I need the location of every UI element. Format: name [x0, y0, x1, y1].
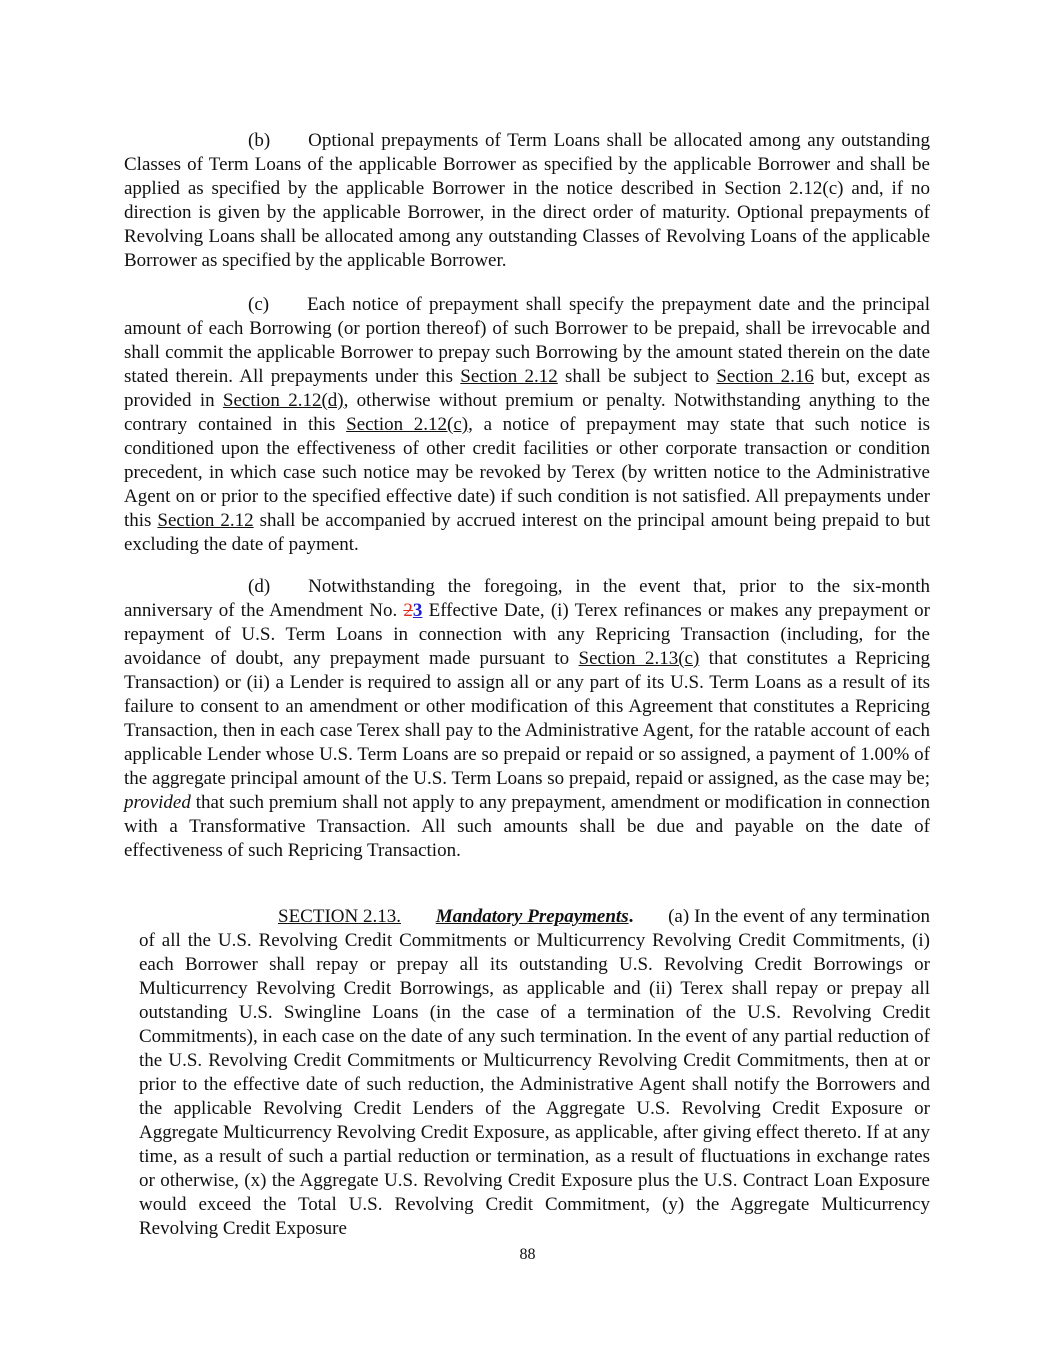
section-reference: Section 2.16 — [716, 366, 814, 387]
section-2-13-text: In the event of any termination of all the U.S. Revolving Credit Commitments or Multicurrency Revolving Credit Commitments, (i) each Borrower shall repay or prepay all its outstanding U.S. Revolving Credit Borrowings or Multicurrency Revolving Credit Borrowings, as applicable and (ii) Terex shall repay or prepay all outstanding U.S. Swingline Loans (in the case of a termination of the U.S. Revolving Credit Commitments), in each case on the date of any such termination. In the event of any partial reduction of the U.S. Revolving Credit Commitments or Multicurrency Revolving Credit Commitments, then at or prior to the effective date of such reduction, the Administrative Agent shall notify the Borrowers and the applicable Revolving Credit Lenders of the Aggregate U.S. Revolving Credit Exposure or Aggregate Multicurrency Revolving Credit Exposure, as applicable, after giving effect thereto. If at any time, as a result of such a partial reduction or termination, as a result of fluctuations in exchange rates or otherwise, (x) the Aggregate U.S. Revolving Credit Exposure plus the U.S. Contract Loan Exposure would exceed the Total U.S. Revolving Credit Commitment, (y) the Aggregate Multicurrency Revolving Credit Exposure — [139, 906, 931, 1239]
inserted-text: 3 — [412, 600, 423, 621]
provided-term: provided — [124, 792, 191, 813]
section-reference: Section 2.12 — [157, 510, 254, 531]
paragraph-d-marker: (d) — [248, 576, 271, 597]
section-2-13: SECTION 2.13. Mandatory Prepayments. (a) In the event of any termination of all the U.S. Revolving Credit Commitments or Multicurrency Revolving Credit Commitments, (i) each Borrower shall repay or prepay all its outstanding U.S. Revolving Credit Borrowings or Multicurrency Revolving Credit Borrowings, as applicable and (ii) Terex shall repay or prepay all outstanding U.S. Swingline Loans (in the case of a termination of the U.S. Revolving Credit Commitments), in each case on the date of any such termination. In the event of any partial reduction of the U.S. Revolving Credit Commitments or Multicurrency Revolving Credit Commitments, then at or prior to the effective date of such reduction, the Administrative Agent shall notify the Borrowers and the applicable Revolving Credit Lenders of the Aggregate U.S. Revolving Credit Exposure or Aggregate Multicurrency Revolving Credit Exposure, as applicable, after giving effect thereto. If at any time, as a result of such a partial reduction or termination, as a result of fluctuations in exchange rates or otherwise, (x) the Aggregate U.S. Revolving Credit Exposure plus the U.S. Contract Loan Exposure would exceed the Total U.S. Revolving Credit Commitment, (y) the Aggregate Multicurrency Revolving Credit Exposure — [139, 906, 931, 1239]
section-reference: Section 2.13(c) — [578, 648, 700, 669]
paragraph-b — [124, 129, 930, 273]
section-reference: Section 2.12(d) — [222, 390, 344, 411]
section-number: SECTION 2.13. — [278, 906, 401, 927]
section-2-13-marker: (a) — [668, 906, 690, 927]
paragraph-c-marker: (c) — [248, 294, 270, 315]
deleted-text: 2 — [403, 600, 413, 621]
paragraph-d-text: Notwithstanding the foregoing, in the event that, prior to the six-month anniversary of the Amendment No. — [124, 576, 930, 621]
paragraph-b-text: Optional prepayments of Term Loans shall be allocated among any outstanding Classes of Term Loans of the applicable Borrower as specified by the applicable Borrower and shall be applied as specified by the applicable Borrower in the notice described in Section 2.12(c) and, if no direction is given by the applicable Borrower, in the direct order of maturity. Optional prepayments of Revolving Loans shall be allocated among any outstanding Classes of Revolving Loans of the applicable Borrower as specified by the applicable Borrower. — [124, 130, 930, 271]
paragraph-c-text: Each notice of prepayment shall specify the prepayment date and the principal amount of each Borrowing (or portion thereof) of such Borrower to be prepaid, shall be irrevocable and shall commit the applicable Borrower to prepay such Borrowing by the amount stated therein on the date stated therein. All prepayments under this — [124, 294, 930, 387]
paragraph-d: (d) Notwithstanding the foregoing, in the event that, prior to the six-month anniversary of the Amendment No. 23 Effective Date, (i) Terex refinances or makes any prepayment or repayment of U.S. Term Loans in connection with any Repricing Transaction (including, for the avoidance of doubt, any prepayment made pursuant to Section 2.13(c) that constitutes a Repricing Transaction) or (ii) a Lender is required to assign all or any part of its U.S. Term Loans as a result of its failure to consent to an amendment or other modification of this Agreement that constitutes a Repricing Transaction, then in each case Terex shall pay to the Administrative Agent, for the ratable account of each applicable Lender whose U.S. Term Loans are so prepaid or repaid or so assigned, a payment of 1.00% of the aggregate principal amount of the U.S. Term Loans so prepaid, repaid or assigned, as the case may be; provided that such premium shall not apply to any prepayment, amendment or modification in connection with a Transformative Transaction. All such amounts shall be due and payable on the date of effectiveness of such Repricing Transaction. — [124, 576, 930, 861]
paragraph-c: (c) Each notice of prepayment shall specify the prepayment date and the principal amount of each Borrowing (or portion thereof) of such Borrower to be prepaid, shall be irrevocable and shall commit the applicable Borrower to prepay such Borrowing by the amount stated therein on the date stated therein. All prepayments under this Section 2.12 shall be subject to Section 2.16 but, except as provided in Section 2.12(d), otherwise without premium or penalty. Notwithstanding anything to the contrary contained in this Section 2.12(c), a notice of prepayment may state that such notice is conditioned upon the effectiveness of other credit facilities or other corporate transaction or condition precedent, in which case such notice may be revoked by Terex (by written notice to the Administrative Agent on or prior to the specified effective date) if such condition is not satisfied. All prepayments under this Section 2.12 shall be accompanied by accrued interest on the principal amount being prepaid to but excluding the date of payment. — [124, 294, 931, 555]
section-reference: Section 2.12(c) — [346, 414, 469, 435]
section-title: Mandatory Prepayments — [435, 906, 629, 927]
page-number: 88 — [519, 1246, 536, 1263]
paragraph-b-marker: (b) — [248, 130, 271, 151]
section-reference: Section 2.12 — [460, 366, 558, 387]
